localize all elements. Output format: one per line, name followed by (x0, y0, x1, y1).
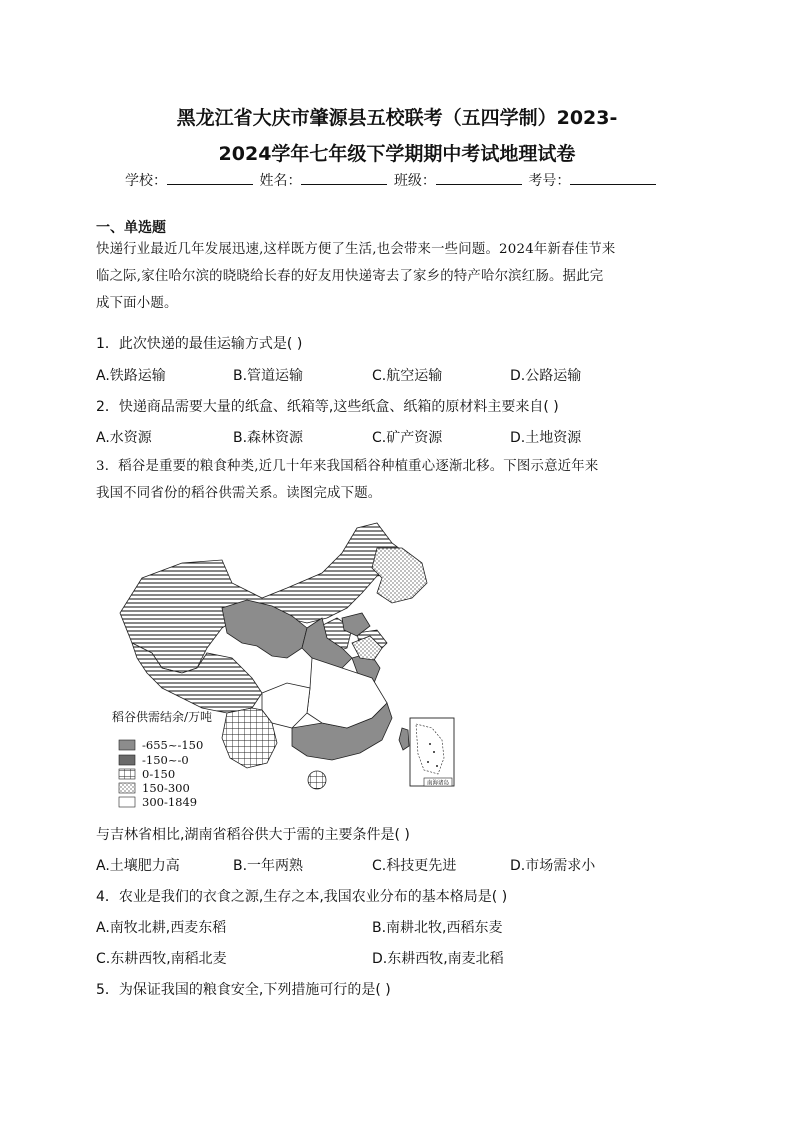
student-info-row (125, 170, 685, 190)
q2-option-a[interactable]: A.水资源 (96, 430, 152, 446)
question-3-stem: 与吉林省相比,湖南省稻谷供大于需的主要条件是( ) (96, 827, 410, 843)
question-3-intro (96, 453, 706, 507)
q4-option-c[interactable]: C.东耕西牧,南稻北麦 (96, 951, 227, 967)
legend-title: 稻谷供需结余/万吨 (112, 710, 213, 724)
name-blank[interactable] (301, 170, 387, 185)
q3-intro-line: 3．稻谷是重要的粮食种类,近几十年来我国稻谷种植重心逐渐北移。下图示意近年来 (96, 459, 599, 474)
china-map-svg (112, 518, 462, 813)
region-northeast-dots (372, 548, 427, 603)
class-label: 班级： (393, 173, 436, 189)
q1-option-b[interactable]: B.管道运输 (233, 368, 304, 384)
q3-option-c[interactable]: C.科技更先进 (372, 858, 457, 874)
number-blank[interactable] (570, 170, 656, 185)
q1-option-d[interactable]: D.公路运输 (510, 368, 582, 384)
legend-swatch-3 (119, 769, 135, 779)
region-hainan (308, 771, 326, 789)
rice-supply-demand-map (112, 518, 462, 813)
q1-option-c[interactable]: C.航空运输 (372, 368, 443, 384)
q2-option-c[interactable]: C.矿产资源 (372, 430, 443, 446)
q4-option-d[interactable]: D.东耕西牧,南麦北稻 (372, 951, 504, 967)
question-1-stem: 1．此次快递的最佳运输方式是( ) (96, 336, 303, 352)
question-5-stem: 5．为保证我国的粮食安全,下列措施可行的是( ) (96, 982, 391, 998)
intro-line: 快递行业最近几年发展迅速,这样既方便了生活,也会带来一些问题。2024年新春佳节来 (96, 242, 616, 257)
q1-option-a[interactable]: A.铁路运输 (96, 368, 166, 384)
question-4-stem: 4．农业是我们的衣食之源,生存之本,我国农业分布的基本格局是( ) (96, 889, 508, 905)
section-title: 一、单选题 (96, 220, 166, 236)
intro-line: 成下面小题。 (96, 296, 178, 311)
question-2-stem: 2．快递商品需要大量的纸盒、纸箱等,这些纸盒、纸箱的原材料主要来自( ) (96, 399, 559, 415)
legend-label-3: 0-150 (142, 767, 176, 781)
legend-label-1: -655~-150 (142, 738, 204, 752)
legend-label-5: 300-1849 (142, 795, 198, 809)
intro-line: 临之际,家住哈尔滨的晓晓给长春的好友用快递寄去了家乡的特产哈尔滨红肠。据此完 (96, 269, 604, 284)
legend-label-4: 150-300 (142, 781, 190, 795)
school-blank[interactable] (167, 170, 253, 185)
exam-title-line-2: 2024学年七年级下学期期中考试地理试卷 (218, 143, 576, 165)
class-blank[interactable] (436, 170, 522, 185)
q3-intro-line: 我国不同省份的稻谷供需关系。读图完成下题。 (96, 486, 382, 501)
school-label: 学校： (125, 173, 167, 189)
inset-label: 南海诸岛 (426, 780, 450, 787)
legend-swatch-4 (119, 783, 135, 793)
q4-option-a[interactable]: A.南牧北耕,西麦东稻 (96, 920, 227, 936)
exam-title-line-1: 黑龙江省大庆市肇源县五校联考（五四学制）2023- (176, 107, 618, 129)
legend-swatch-2 (119, 755, 135, 765)
q2-option-b[interactable]: B.森林资源 (233, 430, 304, 446)
legend-swatch-5 (119, 797, 135, 807)
legend-swatch-1 (119, 740, 135, 750)
legend-label-2: -150~-0 (142, 753, 189, 767)
name-label: 姓名： (259, 173, 302, 189)
q3-option-a[interactable]: A.土壤肥力高 (96, 858, 180, 874)
q4-option-b[interactable]: B.南耕北牧,西稻东麦 (372, 920, 503, 936)
number-label: 考号： (528, 173, 571, 189)
region-taiwan (399, 728, 409, 750)
q3-option-b[interactable]: B.一年两熟 (233, 858, 304, 874)
q3-option-d[interactable]: D.市场需求小 (510, 858, 596, 874)
q2-option-d[interactable]: D.土地资源 (510, 430, 582, 446)
intro-paragraph (96, 236, 706, 317)
south-sea-inset (410, 718, 454, 786)
